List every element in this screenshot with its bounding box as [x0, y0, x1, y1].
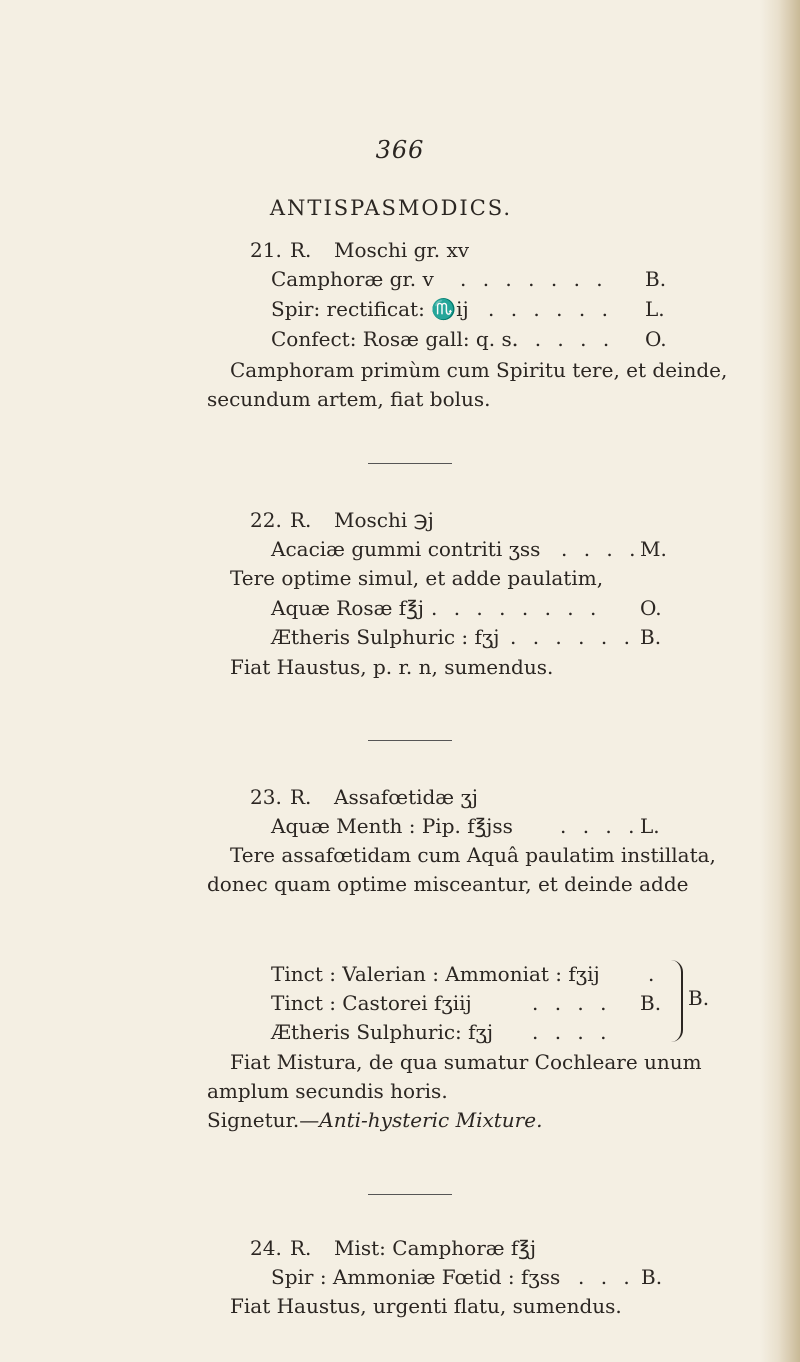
signetur-label: Signetur.— [207, 1108, 320, 1132]
dot-leader: . . . . . . . [460, 267, 608, 291]
dot-leader: . . . . . . . . [431, 596, 602, 620]
signetur-title: Anti-hysteric Mixture. [319, 1108, 543, 1132]
directions-line: Fiat Haustus, urgenti flatu, sumendus. [230, 1294, 622, 1318]
ingredient-line: Aquæ Rosæ f℥j [271, 596, 424, 620]
ingredient-line: Tinct : Castorei fʒiij [271, 991, 472, 1015]
recipe-number: 22. [250, 508, 282, 532]
directions-line: Tere assafœtidam cum Aquâ paulatim instillata, [230, 843, 716, 867]
dot-leader: . [648, 962, 660, 986]
abbreviation-sign: B. [640, 991, 662, 1015]
dot-leader: . . . . . . [510, 625, 635, 649]
ingredient-line: Moschi ℈j [334, 508, 434, 532]
abbreviation-sign: B. [688, 986, 710, 1010]
section-heading: ANTISPASMODICS. [269, 196, 513, 220]
dot-leader: . . . . [532, 1020, 612, 1044]
rx-symbol: R. [290, 238, 312, 262]
grouping-brace [671, 960, 683, 1042]
recipe-number: 23. [250, 785, 282, 809]
ingredient-line: Tinct : Valerian : Ammoniat : fʒij [271, 962, 600, 986]
directions-line: Fiat Haustus, p. r. n, sumendus. [230, 655, 554, 679]
abbreviation-sign: M. [640, 537, 667, 561]
dot-leader: . . . . [532, 991, 612, 1015]
ingredient-line: Ætheris Sulphuric: fʒj [271, 1020, 494, 1044]
page-number: 366 [375, 136, 425, 164]
dot-leader: . . . . . [512, 327, 615, 351]
section-divider [368, 740, 452, 741]
dot-leader: . . . . [561, 537, 641, 561]
section-divider [368, 463, 452, 464]
directions-line: Fiat Mistura, de qua sumatur Cochleare unum [230, 1050, 702, 1074]
ingredient-line: Spir : Ammoniæ Fœtid : fʒss [271, 1265, 561, 1289]
ingredient-line: Spir: rectificat: ♏ij [271, 297, 469, 321]
directions-line: amplum secundis horis. [207, 1079, 448, 1103]
ingredient-line: Ætheris Sulphuric : fʒj [271, 625, 500, 649]
ingredient-line: Confect: Rosæ gall: q. s. [271, 327, 519, 351]
directions-line: Camphoram primùm cum Spiritu tere, et deinde, [230, 358, 728, 382]
ingredient-line: Aquæ Menth : Pip. f℥jss [271, 814, 513, 838]
abbreviation-sign: O. [640, 596, 662, 620]
abbreviation-sign: B. [645, 267, 667, 291]
abbreviation-sign: B. [641, 1265, 663, 1289]
ingredient-line: Camphoræ gr. v [271, 267, 434, 291]
rx-symbol: R. [290, 1236, 312, 1260]
rx-symbol: R. [290, 508, 312, 532]
ingredient-line: Moschi gr. xv [334, 238, 470, 262]
ingredient-line: Acaciæ gummi contriti ʒss [271, 537, 541, 561]
abbreviation-sign: O. [645, 327, 667, 351]
recipe-number: 21. [250, 238, 282, 262]
rx-symbol: R. [290, 785, 312, 809]
recipe-number: 24. [250, 1236, 282, 1260]
ingredient-line: Mist: Camphoræ f℥j [334, 1236, 537, 1260]
dot-leader: . . . [578, 1265, 635, 1289]
dot-leader: . . . . [560, 814, 640, 838]
directions-line: secundum artem, fiat bolus. [207, 387, 491, 411]
directions-line: donec quam optime misceantur, et deinde adde [207, 872, 689, 896]
abbreviation-sign: B. [640, 625, 662, 649]
directions-line: Tere optime simul, et adde paulatim, [230, 566, 604, 590]
ingredient-line: Assafœtidæ ʒj [334, 785, 478, 809]
dot-leader: . . . . . . [488, 297, 613, 321]
abbreviation-sign: L. [640, 814, 660, 838]
abbreviation-sign: L. [645, 297, 665, 321]
section-divider [368, 1194, 452, 1195]
signetur-line [207, 1108, 542, 1132]
